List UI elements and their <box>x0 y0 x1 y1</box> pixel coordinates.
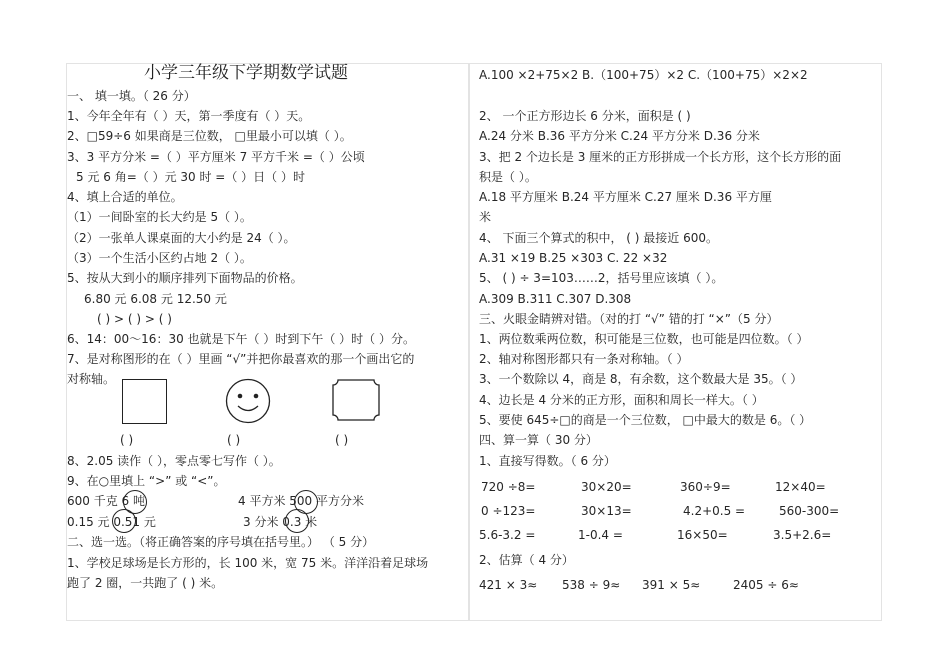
choice-options: A.31 ×19 B.25 ×303 C. 22 ×32 <box>479 251 668 265</box>
question-line: 8、2.05 读作（ ），零点零七写作（ ）。 <box>67 454 281 468</box>
price-order-blanks: ( ) > ( ) > ( ) <box>97 312 172 326</box>
compare-item: 0.15 元 0.51 元 <box>67 515 156 529</box>
section-2-heading: 二、选一选。（将正确答案的序号填在括号里。） （ 5 分） <box>67 535 375 549</box>
calc-item: 1-0.4 = <box>578 528 623 542</box>
compare-item: 600 千克 6 吨 <box>67 494 145 508</box>
calc-item: 720 ÷8= <box>481 480 536 494</box>
compare-item: 3 分米 0.3 米 <box>243 515 318 529</box>
calc-item: 16×50= <box>677 528 728 542</box>
question-line: 5、要使 645÷□的商是一个三位数， □中最大的数是 6。（ ） <box>479 413 812 427</box>
calc-item: 4.2+0.5 = <box>683 504 746 518</box>
choice-options: A.100 ×2+75×2 B.（100+75）×2 C.（100+75）×2×2 <box>479 68 808 82</box>
question-line: （2）一张单人课桌面的大小约是 24（ ）。 <box>67 231 296 245</box>
question-line: 2、估算（ 4 分） <box>479 553 574 567</box>
question-line: 4、填上合适的单位。 <box>67 190 183 204</box>
choice-options: 米 <box>479 210 492 224</box>
compare-circle <box>285 509 309 533</box>
page-title: 小学三年级下学期数学试题 <box>144 63 348 83</box>
figure-answer-blank: ( ) <box>335 433 349 447</box>
question-line: 7、是对称图形的在（ ）里画 “√”并把你最喜欢的那一个画出它的 <box>67 352 415 366</box>
choice-options: A.18 平方厘米 B.24 平方厘米 C.27 厘米 D.36 平方厘 <box>479 190 772 204</box>
calc-item: 5.6-3.2 = <box>479 528 536 542</box>
figure-answer-blank: ( ) <box>227 433 241 447</box>
smiley-face-figure <box>225 378 271 424</box>
question-line: 2、 一个正方形边长 6 分米，面积是 ( ) <box>479 109 691 123</box>
section-1-heading: 一、 填一填。（ 26 分） <box>67 89 196 103</box>
estimate-item: 421 × 3≈ <box>479 578 538 592</box>
question-line: 5、 ( ) ÷ 3=103……2，括号里应该填（ ）。 <box>479 271 724 285</box>
section-3-heading: 三、火眼金睛辨对错。（对的打 “√” 错的打 “×”（5 分） <box>479 312 779 326</box>
compare-item: 4 平方米 500 平方分米 <box>238 494 364 508</box>
calc-item: 560-300= <box>779 504 840 518</box>
question-line: 4、 下面三个算式的积中， ( ) 最接近 600。 <box>479 231 718 245</box>
question-line: 跑了 2 圈，一共跑了 ( ) 米。 <box>67 576 224 590</box>
question-line: （3）一个生活小区约占地 2（ ）。 <box>67 251 252 265</box>
question-line: 对称轴。 <box>67 372 116 386</box>
figure-answer-blank: ( ) <box>120 433 134 447</box>
section-4-heading: 四、算一算（ 30 分） <box>479 433 598 447</box>
question-line: 3、把 2 个边长是 3 厘米的正方形拼成一个长方形，这个长方形的面 <box>479 150 842 164</box>
calc-item: 360÷9= <box>680 480 731 494</box>
question-line: 5 元 6 角=（ ）元 30 时 =（ ）日（ ）时 <box>76 170 305 184</box>
question-line: 6、14：00～16：30 也就是下午（ ）时到下午（ ）时（ ）分。 <box>67 332 415 346</box>
question-line: 9、在○里填上 “>” 或 “<”。 <box>67 474 226 488</box>
calc-item: 30×13= <box>581 504 632 518</box>
square-figure <box>122 379 167 424</box>
scalloped-frame-figure <box>332 379 380 421</box>
question-line: 1、两位数乘两位数，积可能是三位数，也可能是四位数。（ ） <box>479 332 809 346</box>
estimate-item: 2405 ÷ 6≈ <box>733 578 799 592</box>
calc-item: 3.5+2.6= <box>773 528 832 542</box>
question-line: （1）一间卧室的长大约是 5（ ）。 <box>67 210 252 224</box>
calc-item: 0 ÷123= <box>481 504 536 518</box>
question-line: 5、按从大到小的顺序排列下面物品的价格。 <box>67 271 303 285</box>
compare-circle <box>112 509 136 533</box>
question-line: 2、□59÷6 如果商是三位数， □里最小可以填（ ）。 <box>67 129 352 143</box>
question-line: 4、边长是 4 分米的正方形，面积和周长一样大。（ ） <box>479 393 764 407</box>
estimate-item: 391 × 5≈ <box>642 578 701 592</box>
choice-options: A.309 B.311 C.307 D.308 <box>479 292 632 306</box>
choice-options: A.24 分米 B.36 平方分米 C.24 平方分米 D.36 分米 <box>479 129 760 143</box>
calc-item: 30×20= <box>581 480 632 494</box>
question-line: 2、轴对称图形都只有一条对称轴。（ ） <box>479 352 689 366</box>
question-line: 积是（ ）。 <box>479 170 537 184</box>
question-line: 1、直接写得数。（ 6 分） <box>479 454 616 468</box>
question-line: 3、3 平方分米 =（ ）平方厘米 7 平方千米 =（ ）公顷 <box>67 150 365 164</box>
price-list: 6.80 元 6.08 元 12.50 元 <box>84 292 227 306</box>
question-line: 1、今年全年有（ ）天，第一季度有（ ）天。 <box>67 109 311 123</box>
question-line: 1、学校足球场是长方形的，长 100 米，宽 75 米。洋洋沿着足球场 <box>67 556 429 570</box>
question-line: 3、一个数除以 4，商是 8，有余数，这个数最大是 35。（ ） <box>479 372 803 386</box>
calc-item: 12×40= <box>775 480 826 494</box>
estimate-item: 538 ÷ 9≈ <box>562 578 621 592</box>
